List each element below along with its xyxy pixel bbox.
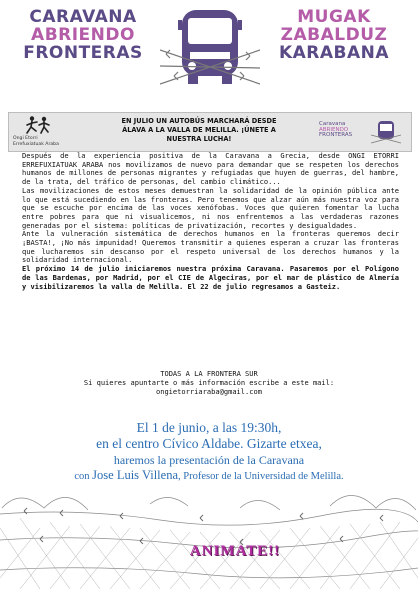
mini-logo-line-2: ABRIENDO xyxy=(319,126,349,133)
mini-logo-text xyxy=(319,122,369,139)
event-line-4-prefix: con xyxy=(74,471,93,482)
logo-eu-line-3: KARABANA xyxy=(278,43,390,63)
logo-es-line-3: FRONTERAS xyxy=(23,43,143,63)
banner-headline-line-1: EN JULIO UN AUTOBÚS MARCHARÁ DESDE xyxy=(121,117,277,125)
contact-email[interactable]: ongietorriaraba@gmail.com xyxy=(155,387,263,397)
banner-headline-line-2: ÁLAVA A LA VALLA DE MELILLA. ¡ÚNETE A xyxy=(122,126,276,134)
mini-logo-line-1: Caravana xyxy=(319,121,346,127)
logo-es-line-2: ABRIENDO xyxy=(31,25,135,45)
mini-bus-icon xyxy=(371,119,401,145)
runner-icon xyxy=(23,115,53,135)
event-line-3: haremos la presentación de la Caravana xyxy=(113,453,305,467)
logo-es-line-1: CARAVANA xyxy=(29,7,137,27)
body-text xyxy=(22,152,399,291)
org-name-line-2: Errefuxiatuak Araba xyxy=(13,141,59,147)
org-name-line-1: Ongi Etorri xyxy=(13,136,38,141)
contact-block xyxy=(20,369,398,397)
announcement-banner xyxy=(8,112,412,152)
call-to-action: ANIMATE!! xyxy=(189,543,281,559)
paragraph-1: Después de la experiencia positiva de la Caravana a Grecia, desde ONGI ETORRI ERREFUXIATUAK ARABA nos movilizamos de nuevo para demandar que se respeten los derechos humanos de millones de personas migrantes y refugiadas que huyen de guerras, del hambre, de la trata, del tráfico de personas, del cambio climático... xyxy=(22,151,399,187)
paragraph-3: Ante la vulneración sistemática de derechos humanos en la fronteras queremos decir ¡BASTA!, ¡No más impunidad! Queremos transmitir a quienes esperan a cruzar las fronteras que lucharemos sin descanso por el respeto universal de los derechos humanos y la solidaridad internacional. xyxy=(22,229,399,265)
bus-icon xyxy=(160,6,260,88)
logo-eu xyxy=(258,8,410,62)
slogan: TODAS A LA FRONTERA SUR xyxy=(160,369,258,378)
paragraph-2: Las movilizaciones de estos meses demuestran la solidaridad de la opinión pública ante lo que está sucediendo en las fronteras. Pero tenemos que alzar aún más nuestra voz para que se escuche por encima de las voces xenófobas. Voces que quieren fomentar la lucha entre pobres para que ni visualicemos, ni nos enfrentemos a las verdaderas razones generadas por el sistema: políticas de privatización, recortes y desigualdades. xyxy=(22,185,399,230)
banner-headline-line-3: NUESTRA LUCHA! xyxy=(166,135,232,143)
mini-logo-line-3: FRONTERAS xyxy=(319,132,353,138)
logo-eu-line-2: ZABALDUZ xyxy=(280,25,388,45)
event-line-2: en el centro Cívico Aldabe. Gizarte etxea, xyxy=(96,436,322,451)
speaker-role: , Profesor de la Universidad de Melilla. xyxy=(178,471,344,482)
speaker-name: Jose Luis Villena xyxy=(92,468,178,482)
contact-line: Si quieres apuntarte o más información escribe a este mail: xyxy=(83,378,335,388)
logo-eu-line-1: MUGAK xyxy=(297,7,371,27)
org-name xyxy=(13,136,73,147)
event-block xyxy=(8,420,410,484)
fence-illustration xyxy=(0,478,418,589)
paragraph-dates: El próximo 14 de julio iniciaremos nuestra próxima Caravana. Pasaremos por el Polígono de las Bardenas, por Madrid, por el CIE de Algeciras, por el mar de plástico de Almería y visibilizaremos la valla de Melilla. El 22 de julio regresamos a Gasteiz. xyxy=(22,264,399,291)
logo-es xyxy=(8,8,158,62)
banner-headline xyxy=(79,117,319,144)
event-line-1: El 1 de junio, a las 19:30h, xyxy=(136,420,282,435)
